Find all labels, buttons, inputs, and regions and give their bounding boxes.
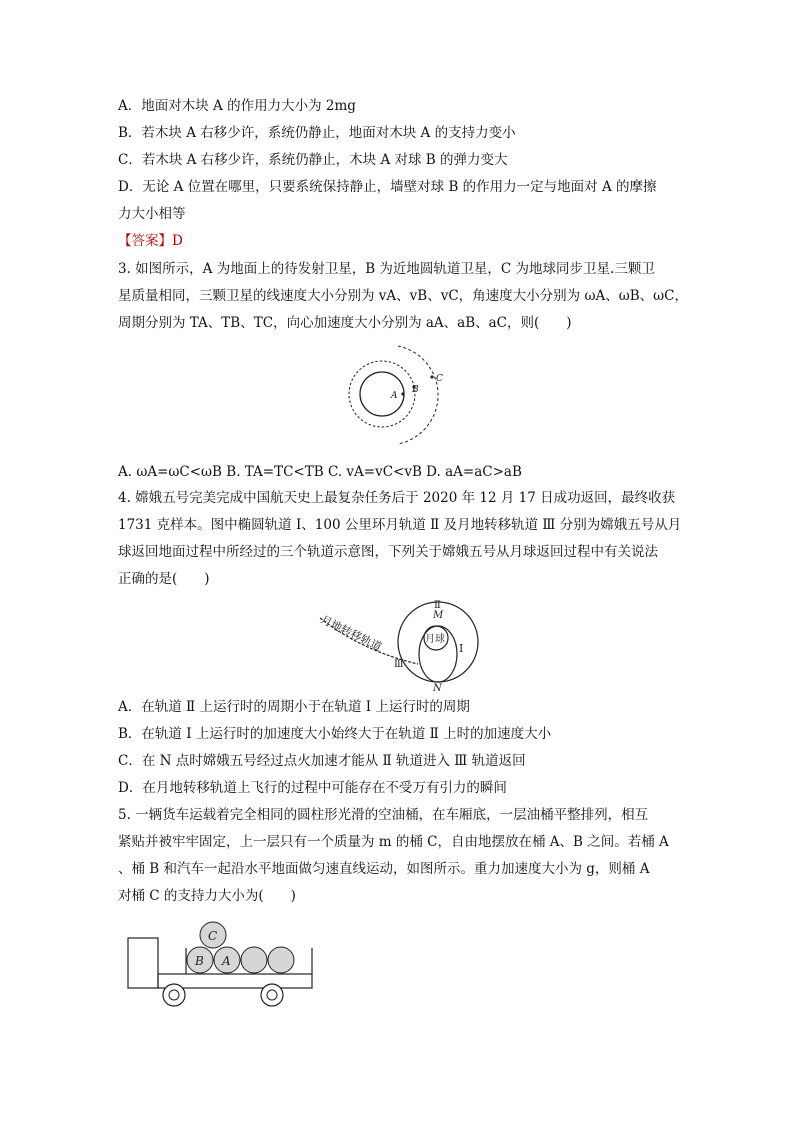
answer-tag: 【答案】 [118, 233, 172, 249]
q3-options: A. ωA=ωC<ωB B. TA=TC<TB C. vA=vC<vB D. aA=aC>aB [118, 464, 522, 480]
near-earth-orbit [349, 361, 415, 427]
front-wheel [163, 984, 185, 1006]
q5-stem-line3: 、桶 B 和汽车一起沿水平地面做匀速直线运动，如图所示。重力加速度大小为 g，则桶 A [118, 861, 650, 877]
barrel-3 [241, 947, 267, 973]
label-c: C [436, 374, 443, 384]
truck-cab [128, 938, 158, 988]
q5-stem-line2: 紧贴并被牢牢固定，上一层只有一个质量为 m 的桶 C，自由地摆放在桶 A、B 之间。若桶 A [118, 834, 669, 850]
q4-stem-line1: 4. 嫦娥五号完美完成中国航天史上最复杂任务后于 2020 年 12 月 17 日成功返回，最终收获 [118, 490, 676, 506]
q4-stem-line3: 球返回地面过程中所经过的三个轨道示意图，下列关于嫦娥五号从月球返回过程中有关说法 [118, 544, 658, 560]
label-a: A [391, 391, 398, 401]
q4-stem-line2: 1731 克样本。图中椭圆轨道 Ⅰ、100 公里环月轨道 Ⅱ 及月地转移轨道 Ⅲ 分别为嫦娥五号从月 [118, 517, 682, 533]
transfer-orbit-label: 月地转移轨道 [318, 613, 384, 654]
q4-stem-line4: 正确的是( ) [118, 571, 210, 587]
label-b: B [412, 385, 419, 395]
q2-option-b: B．若木块 A 右移少许，系统仍静止，地面对木块 A 的支持力变小 [118, 125, 516, 141]
orbit-i-label: Ⅰ [459, 642, 464, 655]
q4-option-d: D．在月地转移轨道上飞行的过程中可能存在不受万有引力的瞬间 [118, 780, 507, 796]
q2-option-d-line2: 力大小相等 [118, 206, 186, 222]
satellite-a-dot [401, 392, 404, 395]
orbit-iii-label: Ⅲ [394, 659, 404, 670]
q3-stem-line1: 3. 如图所示，A 为地面上的待发射卫星，B 为近地圆轨道卫星，C 为地球同步卫星.三颗卫 [118, 261, 655, 277]
q3-satellite-orbit-figure [340, 340, 460, 452]
barrel-4 [268, 947, 294, 973]
barrel-c-label: C [208, 929, 218, 943]
moon-label: 月球 [425, 634, 445, 645]
point-m-label: M [433, 610, 444, 621]
q4-option-b: B．在轨道 Ⅰ 上运行时的加速度大小始终大于在轨道 Ⅱ 上时的加速度大小 [118, 726, 552, 742]
q2-option-a: A．地面对木块 A 的作用力大小为 2mg [118, 98, 356, 114]
q2-answer [118, 231, 183, 251]
q3-stem-line3: 周期分别为 TA、TB、TC，向心加速度大小分别为 aA、aB、aC，则( ) [118, 315, 572, 331]
satellite-c-dot [430, 375, 433, 378]
q5-truck-barrels-figure [122, 918, 318, 1010]
barrel-a-label: A [222, 954, 231, 968]
q5-stem-line4: 对桶 C 的支持力大小为( ) [118, 888, 296, 904]
point-n-label: N [433, 683, 442, 692]
q4-option-c: C．在 N 点时嫦娥五号经过点火加速才能从 Ⅱ 轨道进入 Ⅲ 轨道返回 [118, 753, 526, 769]
q2-option-c: C．若木块 A 右移少许，系统仍静止，木块 A 对球 B 的弹力变大 [118, 152, 508, 168]
q4-lunar-orbit-figure [312, 596, 492, 692]
orbit-ii-label: Ⅱ [434, 600, 441, 611]
rear-wheel [261, 984, 283, 1006]
q2-option-d-line1: D．无论 A 位置在哪里，只要系统保持静止，墙壁对球 B 的作用力一定与地面对 A 的摩擦 [118, 179, 657, 195]
q4-option-a: A．在轨道 Ⅱ 上运行时的周期小于在轨道 Ⅰ 上运行时的周期 [118, 699, 470, 715]
q5-stem-line1: 5. 一辆货车运载着完全相同的圆柱形光滑的空油桶，在车厢底，一层油桶平整排列，相互 [118, 807, 649, 823]
q3-stem-line2: 星质量相同，三颗卫星的线速度大小分别为 vA、vB、vC，角速度大小分别为 ωA、ωB、ωC， [118, 288, 688, 304]
barrel-b-label: B [195, 954, 204, 968]
answer-value: D [172, 233, 183, 249]
